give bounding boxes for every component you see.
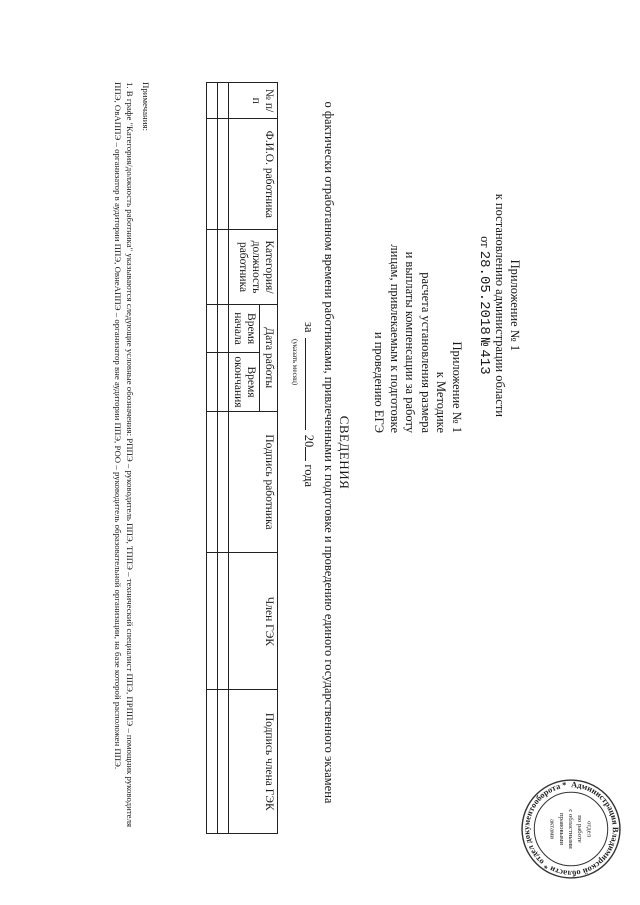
col-work-date: Дата работы	[260, 304, 278, 411]
table-cell[interactable]	[218, 83, 229, 119]
table-cell[interactable]	[218, 304, 229, 353]
period-prefix: за	[302, 322, 316, 333]
period-suffix: года	[302, 464, 316, 487]
col-number: № п/п	[229, 83, 278, 119]
col-end-time: Время окончания	[229, 353, 260, 411]
appendix-line-4: и выплаты компенсации за работу	[403, 251, 418, 433]
col-gek-member-signature: Подпись члена ГЭК	[229, 690, 278, 834]
col-full-name: Ф.И.О. работника	[229, 119, 278, 230]
document-title: СВЕДЕНИЯ	[337, 415, 352, 490]
stamp-ring-text: Администрация Владимирской области * отдел документооборота *	[522, 780, 620, 878]
month-blank	[305, 338, 306, 430]
table-row	[218, 83, 229, 834]
table-cell[interactable]	[207, 353, 218, 411]
notes-label: Примечания:	[141, 82, 151, 131]
from-label: от	[478, 236, 492, 248]
appendix-line-2: к Методике	[434, 371, 449, 433]
stamp-center-line-3: с областными	[566, 809, 574, 849]
stamp-center-line-5: актами	[548, 818, 556, 840]
table-cell[interactable]	[218, 230, 229, 304]
col-worker-signature: Подпись работника	[229, 411, 278, 553]
stamp-center-line-2: по работе	[576, 815, 584, 843]
table-cell[interactable]	[218, 690, 229, 834]
appendix-block-decree	[476, 194, 522, 417]
work-time-table	[206, 82, 278, 834]
notes-block	[112, 82, 152, 827]
table-cell[interactable]	[218, 119, 229, 230]
decree-number: 413	[476, 349, 492, 375]
table-cell[interactable]	[207, 553, 218, 690]
appendix-block-methodology	[371, 244, 464, 433]
number-sign: №	[476, 337, 492, 347]
table-cell[interactable]	[207, 304, 218, 353]
table-cell[interactable]	[207, 411, 218, 553]
table-row	[207, 83, 218, 834]
table-cell[interactable]	[218, 553, 229, 690]
table-cell[interactable]	[207, 119, 218, 230]
stamp-center-line-4: правовыми	[557, 813, 565, 845]
table-cell[interactable]	[207, 83, 218, 119]
year-blank	[305, 447, 306, 461]
col-start-time: Время начала	[229, 304, 260, 353]
stamp-center-line-1: отдел	[585, 821, 593, 837]
notes-text: 1. В графе "Категория/должность работника" указываются следующие условные обозначения: РППЭ – руководитель ППЭ, ТППЭ – технический специалист ППЭ, ПРППЭ – помощник руководителя ППЭ, ОвАППЭ – организатор в аудитории ППЭ, ОвнеАППЭ – организатор вне аудитории ППЭ, РОО – руководитель образовательной организации, на базе которой расположен ППЭ.	[113, 82, 135, 828]
period-year-prefix: 20	[302, 434, 316, 448]
document-subtitle: о фактически отработанном времени работниками, привлеченными к подготовке и проведению единого государственного экзамена	[322, 101, 336, 804]
decree-date: 28.05.2018	[476, 250, 492, 335]
decree-date-line	[476, 194, 492, 417]
table-cell[interactable]	[218, 353, 229, 411]
appendix-line-3: расчета установления размера	[419, 272, 433, 433]
official-stamp	[520, 778, 622, 880]
table-cell[interactable]	[218, 411, 229, 553]
period-line	[291, 322, 316, 487]
appendix-title: Приложение № 1	[508, 259, 522, 352]
appendix-line-5: лицам, привлекаемым к подготовке	[388, 244, 402, 433]
table-cell[interactable]	[207, 230, 218, 304]
month-hint: (указать месяц)	[291, 339, 299, 386]
col-category: Категория/ должность работника	[229, 230, 278, 304]
table-header-row	[260, 83, 278, 834]
table-cell[interactable]	[207, 690, 218, 834]
col-gek-member: Член ГЭК	[229, 553, 278, 690]
appendix-reference: к постановлению администрации области	[493, 193, 507, 417]
appendix-line-6: и проведению ЕГЭ	[372, 331, 387, 433]
appendix-title-2: Приложение № 1	[450, 341, 464, 433]
